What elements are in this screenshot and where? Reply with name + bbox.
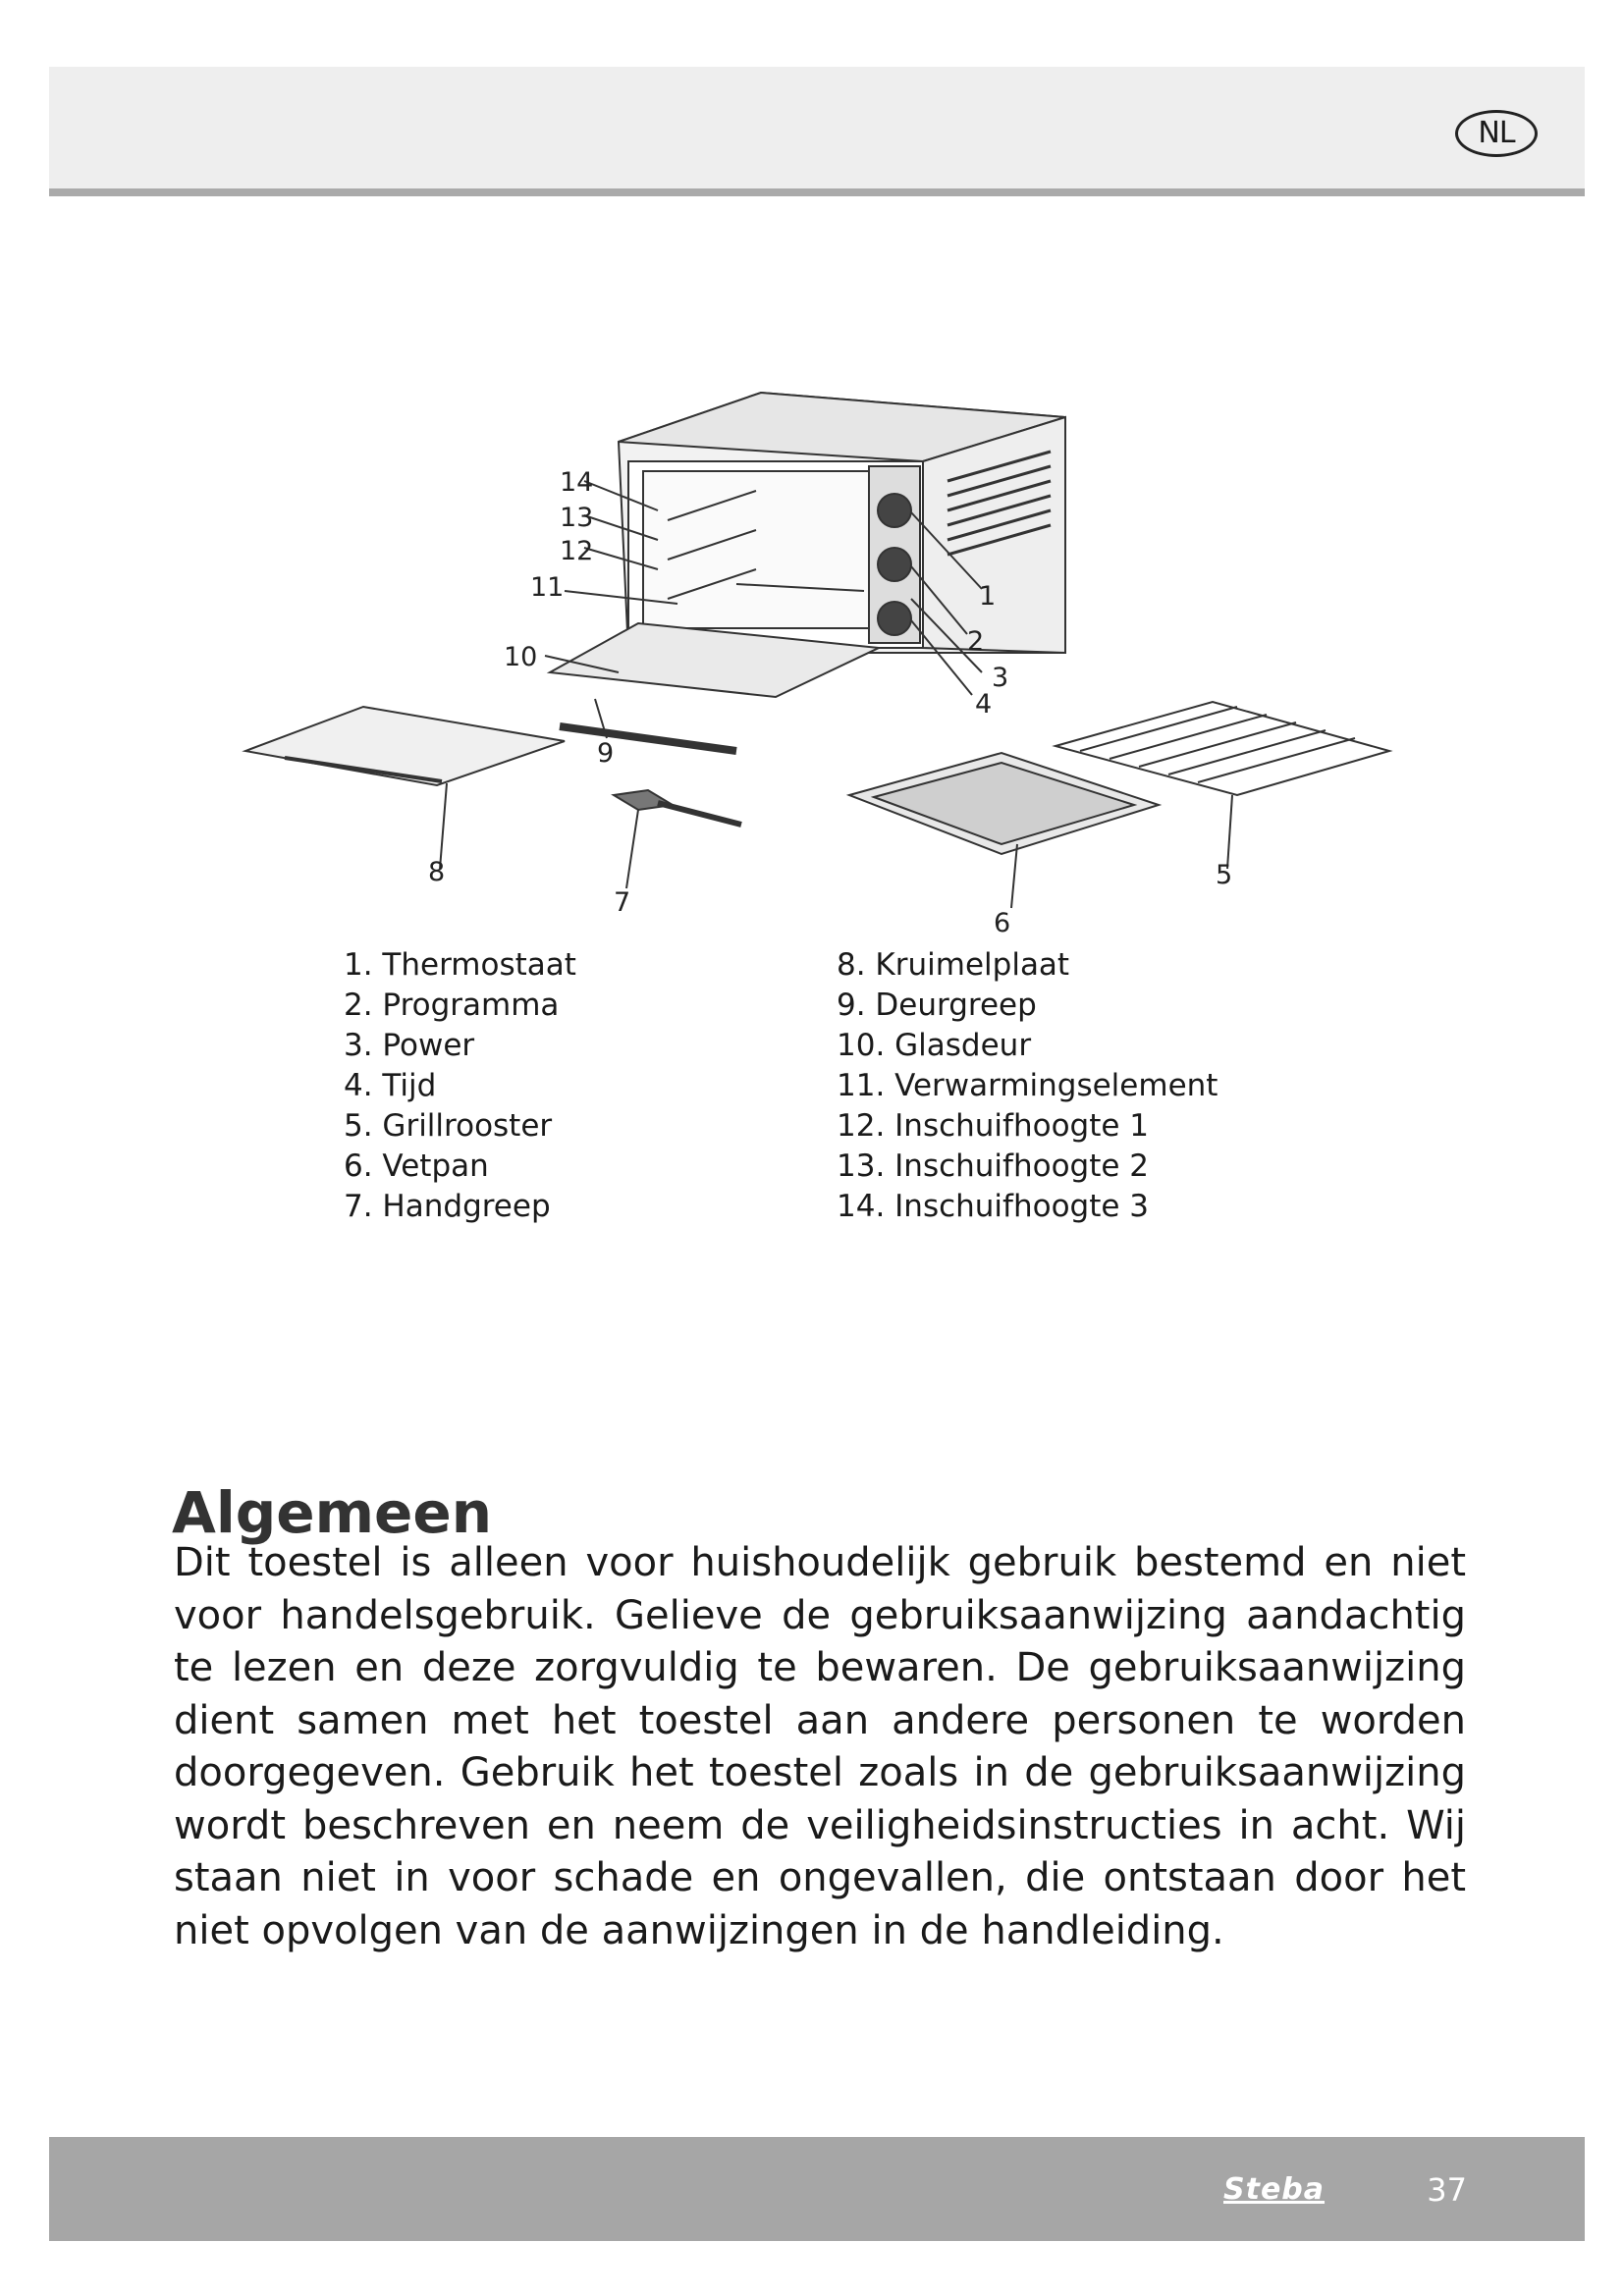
callout-6: 6 bbox=[994, 908, 1011, 938]
legend-item: 5. Grillrooster bbox=[344, 1108, 553, 1144]
drip-pan-illustration bbox=[849, 753, 1159, 854]
page-number: 37 bbox=[1427, 2171, 1467, 2209]
crumb-tray-illustration bbox=[245, 707, 565, 785]
legend-item: 12. Inschuifhoogte 1 bbox=[837, 1108, 1150, 1144]
callout-10: 10 bbox=[504, 642, 538, 672]
language-badge: NL bbox=[1455, 110, 1538, 157]
oven-diagram bbox=[226, 373, 1404, 942]
legend-item: 4. Tijd bbox=[344, 1068, 437, 1103]
callout-5: 5 bbox=[1216, 860, 1233, 890]
callout-7: 7 bbox=[614, 887, 631, 918]
legend-item: 13. Inschuifhoogte 2 bbox=[837, 1148, 1150, 1184]
footer-band bbox=[49, 2137, 1585, 2241]
legend-item: 10. Glasdeur bbox=[837, 1028, 1032, 1063]
grill-rack-illustration bbox=[1056, 702, 1389, 795]
handle-tool-illustration bbox=[614, 790, 741, 825]
callout-1: 1 bbox=[979, 581, 997, 612]
legend-item: 6. Vetpan bbox=[344, 1148, 489, 1184]
legend-item: 7. Handgreep bbox=[344, 1189, 551, 1224]
legend-item: 2. Programma bbox=[344, 988, 560, 1023]
section-title: Algemeen bbox=[172, 1479, 493, 1546]
legend-item: 3. Power bbox=[344, 1028, 475, 1063]
legend-item: 8. Kruimelplaat bbox=[837, 947, 1070, 983]
callout-4: 4 bbox=[975, 689, 993, 720]
header-band bbox=[49, 67, 1585, 196]
callout-11: 11 bbox=[530, 572, 565, 603]
legend-item: 1. Thermostaat bbox=[344, 947, 576, 983]
legend-item: 11. Verwarmingselement bbox=[837, 1068, 1218, 1103]
callout-2: 2 bbox=[967, 626, 985, 657]
callout-13: 13 bbox=[560, 503, 594, 533]
legend-right-column bbox=[837, 945, 1218, 1227]
legend-left-column bbox=[344, 945, 576, 1227]
legend-item: 14. Inschuifhoogte 3 bbox=[837, 1189, 1150, 1224]
callout-3: 3 bbox=[992, 663, 1009, 693]
brand-logo: Steba bbox=[1223, 2172, 1326, 2207]
callout-14: 14 bbox=[560, 467, 594, 498]
section-body: Dit toestel is alleen voor huishoudelijk gebruik bestemd en niet voor handelsgebruik. Gelieve de gebruiksaanwijzing aandachtig te lezen en deze zorgvuldig te bewaren. De gebruiksaanwijzing dient samen met het toestel aan andere personen te worden doorgegeven. Gebruik het toestel zoals in de gebruiksaanwijzing wordt beschreven en neem de veiligheidsinstructies in acht. Wij staan niet in voor schade en ongevallen, die ontstaan door het niet opvolgen van de aanwijzingen in de handleiding. bbox=[174, 1540, 1466, 1953]
callout-12: 12 bbox=[560, 536, 594, 566]
legend-item: 9. Deurgreep bbox=[837, 988, 1037, 1023]
callout-9: 9 bbox=[597, 738, 615, 769]
callout-8: 8 bbox=[428, 857, 446, 887]
